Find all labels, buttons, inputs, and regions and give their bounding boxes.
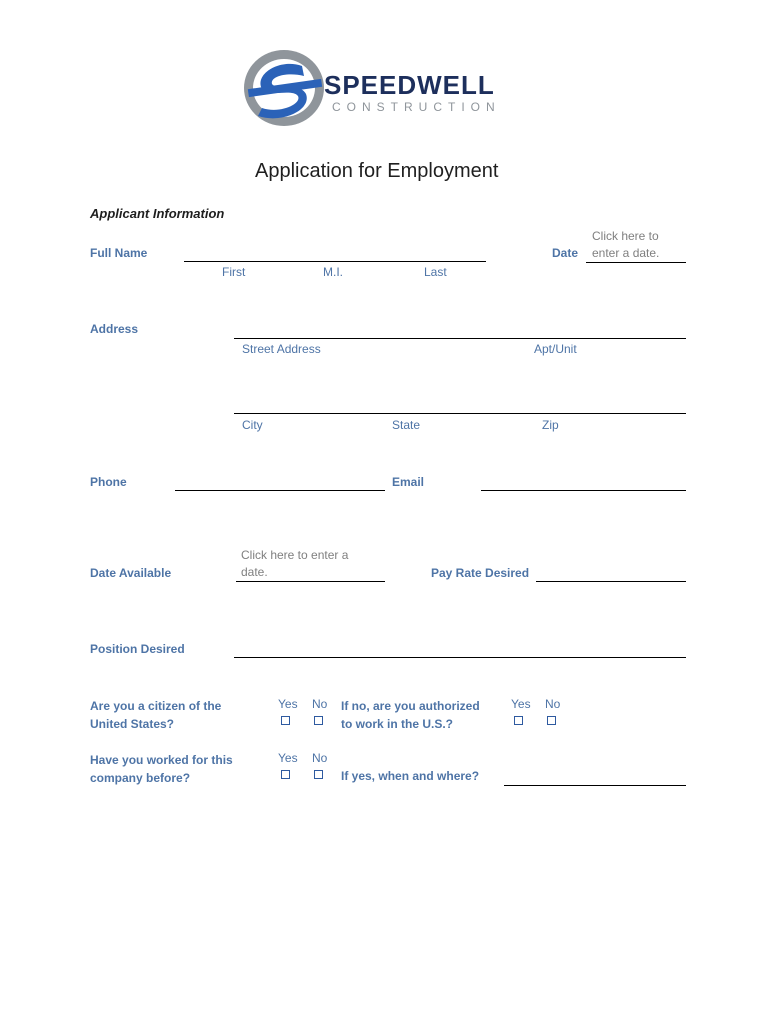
street-address-field[interactable]	[234, 338, 686, 339]
phone-field[interactable]	[175, 490, 385, 491]
date-available-placeholder-line2: date.	[241, 565, 268, 579]
street-address-sublabel: Street Address	[242, 342, 321, 356]
when-where-field[interactable]	[504, 785, 686, 786]
apt-unit-sublabel: Apt/Unit	[534, 342, 577, 356]
section-heading: Applicant Information	[90, 206, 225, 221]
mi-sublabel: M.I.	[323, 265, 343, 279]
date-picker[interactable]	[586, 228, 686, 263]
logo-wordmark: SPEEDWELL	[324, 70, 495, 100]
citizen-question	[90, 697, 221, 733]
pay-rate-field[interactable]	[536, 581, 686, 582]
last-sublabel: Last	[424, 265, 447, 279]
full-name-field[interactable]	[184, 261, 486, 262]
page-title: Application for Employment	[255, 160, 499, 182]
position-desired-field[interactable]	[234, 657, 686, 658]
authorized-question-line2: to work in the U.S.?	[341, 717, 454, 731]
citizen-question-line1: Are you a citizen of the	[90, 699, 222, 713]
city-sublabel: City	[242, 418, 263, 432]
zip-sublabel: Zip	[542, 418, 559, 432]
full-name-label: Full Name	[90, 246, 148, 260]
first-sublabel: First	[222, 265, 246, 279]
citizen-yes-label: Yes	[278, 697, 298, 711]
worked-before-yes-checkbox[interactable]	[281, 770, 290, 779]
authorized-question	[341, 697, 480, 733]
state-sublabel: State	[392, 418, 421, 432]
date-label: Date	[552, 246, 579, 260]
logo-emblem	[240, 44, 330, 134]
worked-before-no-checkbox[interactable]	[314, 770, 323, 779]
pay-rate-label: Pay Rate Desired	[431, 566, 530, 580]
date-placeholder-line2: enter a date.	[592, 246, 660, 260]
company-logo	[240, 44, 540, 134]
authorized-yes-label: Yes	[511, 697, 531, 711]
logo-tagline: CONSTRUCTION	[332, 100, 501, 114]
date-available-label: Date Available	[90, 566, 172, 580]
date-available-picker[interactable]	[236, 547, 385, 582]
email-field[interactable]	[481, 490, 686, 491]
address-label: Address	[90, 322, 139, 336]
worked-before-no-label: No	[312, 751, 328, 765]
worked-before-yes-label: Yes	[278, 751, 298, 765]
phone-label: Phone	[90, 475, 127, 489]
worked-before-question	[90, 751, 233, 787]
citizen-question-line2: United States?	[90, 717, 175, 731]
citizen-no-checkbox[interactable]	[314, 716, 323, 725]
when-where-label: If yes, when and where?	[341, 769, 480, 783]
email-label: Email	[392, 475, 425, 489]
date-placeholder-line1: Click here to	[592, 229, 659, 243]
citizen-yes-checkbox[interactable]	[281, 716, 290, 725]
authorized-yes-checkbox[interactable]	[514, 716, 523, 725]
authorized-question-line1: If no, are you authorized	[341, 699, 480, 713]
authorized-no-label: No	[545, 697, 561, 711]
worked-before-question-line1: Have you worked for this	[90, 753, 233, 767]
worked-before-question-line2: company before?	[90, 771, 191, 785]
authorized-no-checkbox[interactable]	[547, 716, 556, 725]
position-desired-label: Position Desired	[90, 642, 185, 656]
city-state-zip-field[interactable]	[234, 413, 686, 414]
citizen-no-label: No	[312, 697, 328, 711]
date-available-placeholder-line1: Click here to enter a	[241, 548, 349, 562]
